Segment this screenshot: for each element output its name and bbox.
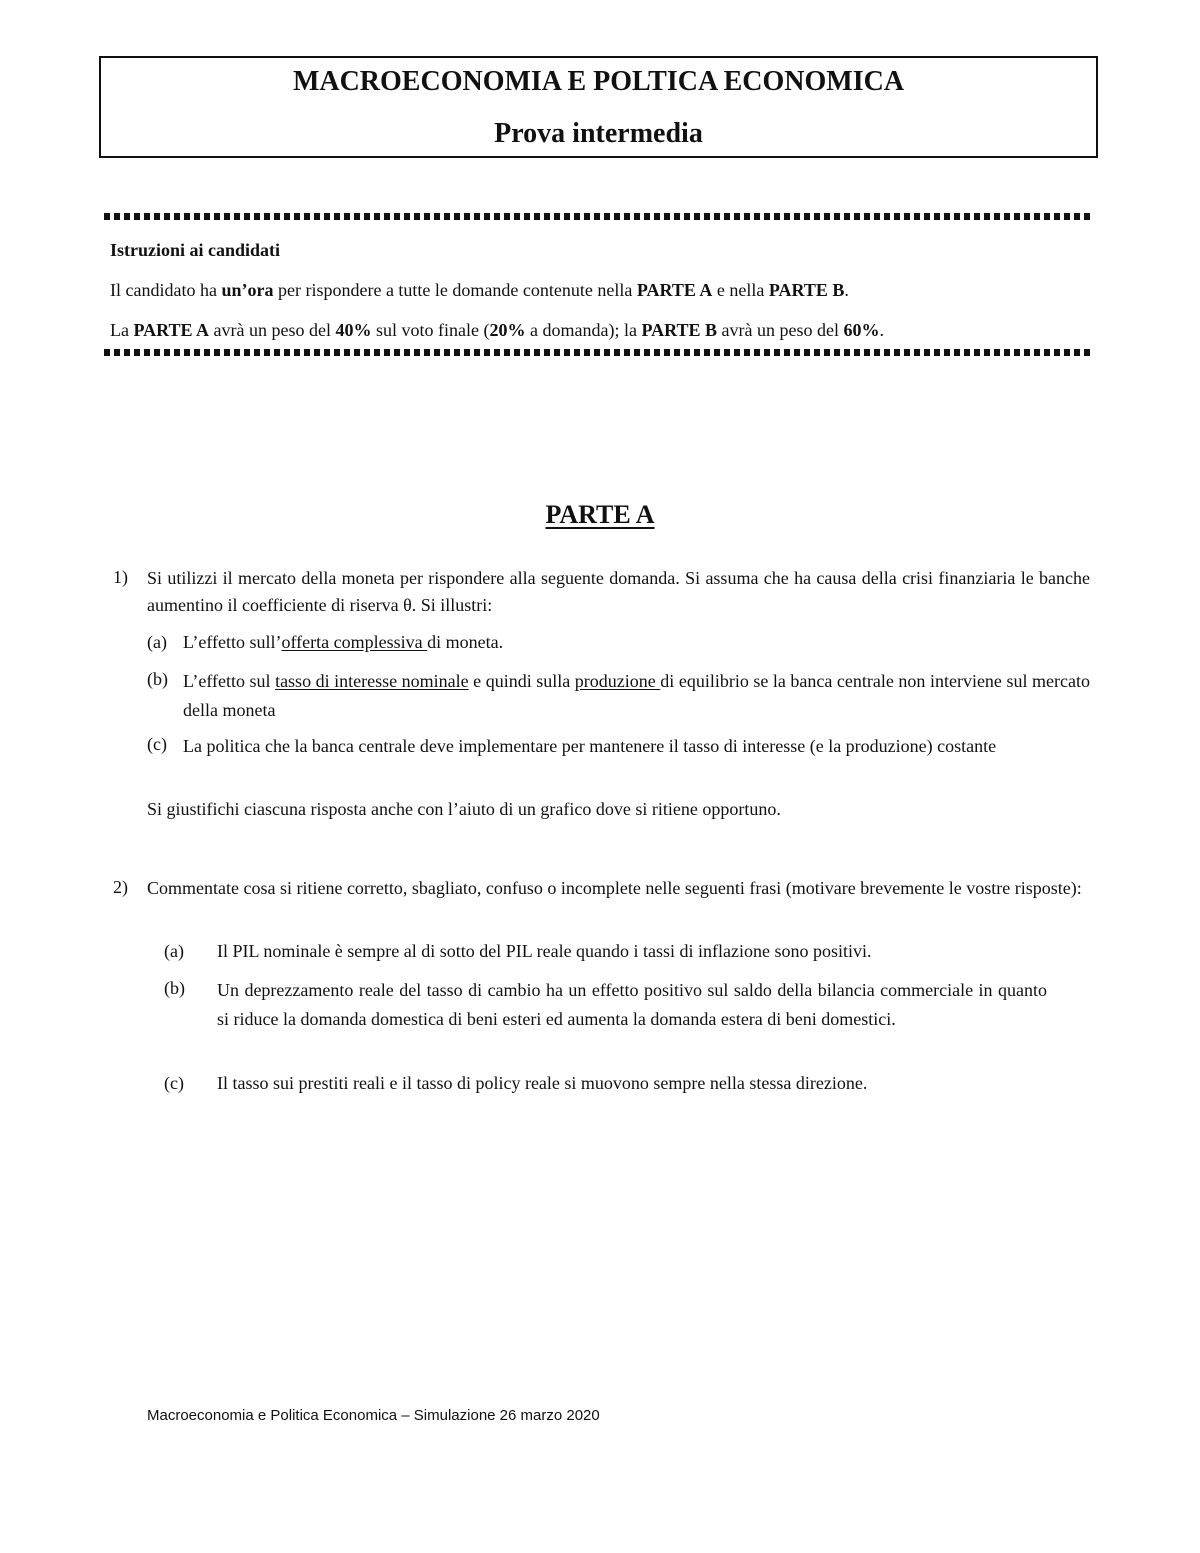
question-2b-label: (b) [164,978,185,998]
document-title: MACROECONOMIA E POLTICA ECONOMICA [292,66,905,97]
question-1b-label: (b) [147,669,168,689]
instructions-heading: Istruzioni ai candidati [110,240,281,260]
title-box [99,56,1098,158]
page-footer: Macroeconomia e Politica Economica – Simulazione 26 marzo 2020 [147,1407,600,1424]
dotted-divider-top [104,213,1090,220]
question-1-note: Si giustifichi ciascuna risposta anche con l’aiuto di un grafico dove si ritiene opportuno. [147,799,781,819]
section-heading-parte-a: PARTE A [545,500,655,529]
question-2-text: Commentate cosa si ritiene corretto, sbagliato, confuso o incomplete nelle seguenti frasi (motivare brevemente le vostre risposte): [147,878,1082,898]
question-1-number: 1) [113,567,128,587]
instructions-line-2: La PARTE A avrà un peso del 40% sul voto finale (20% a domanda); la PARTE B avrà un peso del 60%. [110,320,884,340]
question-2-number: 2) [113,877,128,897]
question-1a-text: L’effetto sull’offerta complessiva di moneta. [183,632,504,652]
document-subtitle: Prova intermedia [494,118,703,149]
question-2b-text: Un deprezzamento reale del tasso di cambio ha un effetto positivo sul saldo della bilancia commerciale in quanto si riduce la domanda domestica di beni esteri ed aumenta la domanda estera di beni domestici. [217,980,1047,1029]
question-1-text: Si utilizzi il mercato della moneta per rispondere alla seguente domanda. Si assuma che ha causa della crisi finanziaria le banche aumentino il coefficiente di riserva θ. Si illustri: [147,568,1090,615]
question-1c-text: La politica che la banca centrale deve implementare per mantenere il tasso di interesse (e la produzione) costante [183,736,997,756]
question-2a-text: Il PIL nominale è sempre al di sotto del PIL reale quando i tassi di inflazione sono positivi. [217,941,872,961]
question-1b-text: L’effetto sul tasso di interesse nominale e quindi sulla produzione di equilibrio se la banca centrale non interviene sul mercato della moneta [183,671,1090,720]
question-1a-label: (a) [147,632,167,652]
dotted-divider-bottom [104,349,1090,356]
instructions-line-1: Il candidato ha un’ora per rispondere a tutte le domande contenute nella PARTE A e nella PARTE B. [110,280,849,300]
question-1c-label: (c) [147,734,167,754]
question-2a-label: (a) [164,941,184,961]
question-2c-text: Il tasso sui prestiti reali e il tasso di policy reale si muovono sempre nella stessa direzione. [217,1073,868,1093]
question-2c-label: (c) [164,1073,184,1093]
